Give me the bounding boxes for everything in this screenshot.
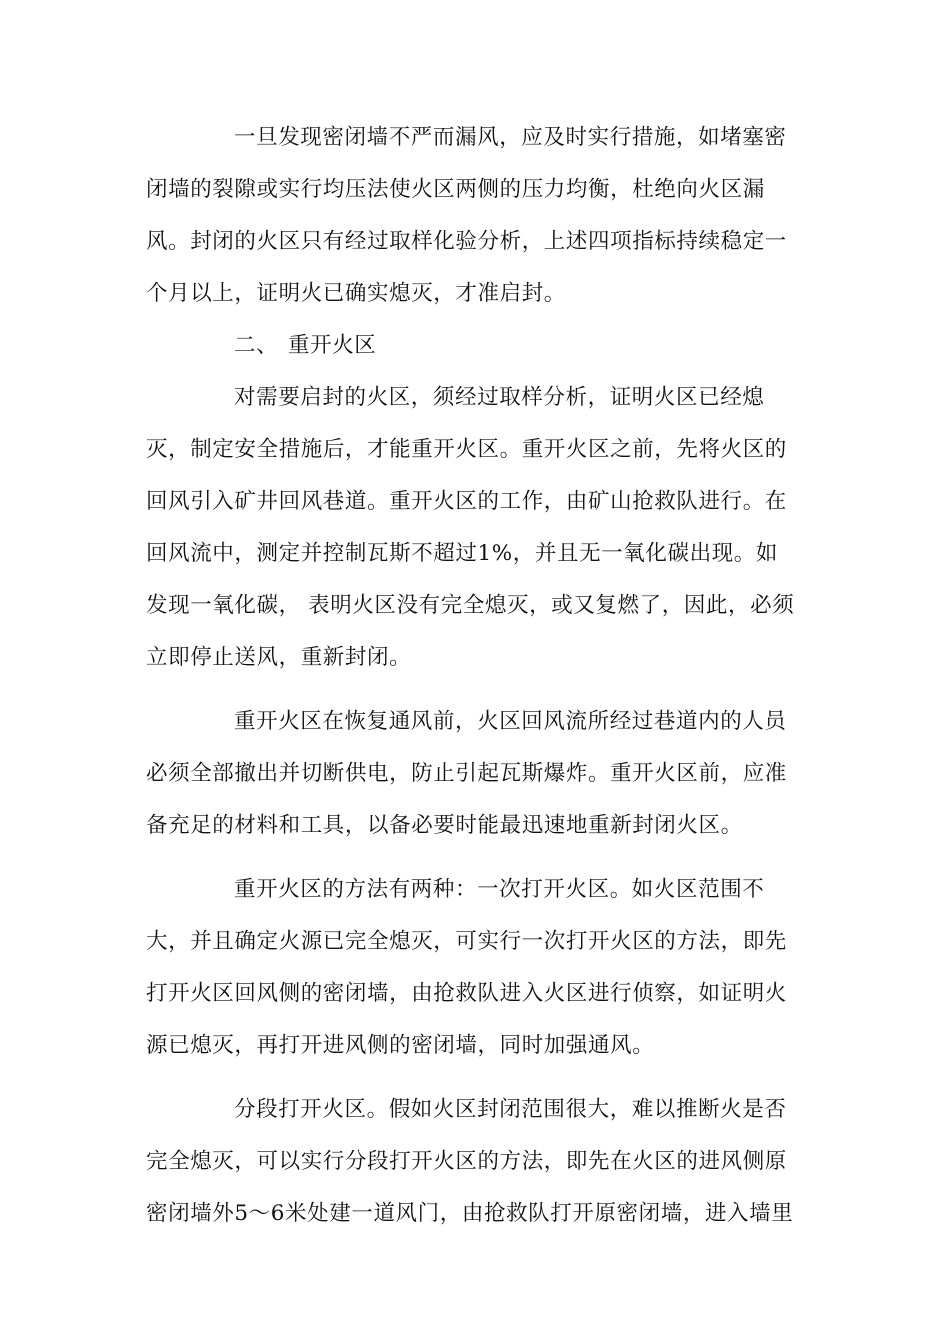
paragraph-methods (146, 864, 806, 1072)
paragraph-line: 闭墙的裂隙或实行均压法使火区两侧的压力均衡，杜绝向火区漏 (146, 177, 765, 202)
paragraph-line: 完全熄灭，可以实行分段打开火区的方法，即先在火区的进风侧原 (146, 1149, 787, 1174)
paragraph-line: 风。封闭的火区只有经过取样化验分析，上述四项指标持续稳定一 (146, 229, 787, 254)
paragraph-spacer (146, 1072, 806, 1084)
paragraph-line: 重开火区在恢复通风前，火区回风流所经过巷道内的人员 (234, 709, 787, 734)
paragraph-line: 对需要启封的火区，须经过取样分析，证明火区已经熄 (234, 385, 765, 410)
paragraph-sealing (146, 112, 806, 320)
paragraph-line: 立即停止送风，重新封闭。 (146, 645, 412, 670)
paragraph-line: 发现一氧化碳， 表明火区没有完全熄灭，或又复燃了，因此，必须 (146, 593, 795, 618)
paragraph-line: 密闭墙外5～6米处建一道风门，由抢救队打开原密闭墙，进入墙里 (146, 1201, 794, 1226)
paragraph-spacer (146, 684, 806, 696)
paragraph-line: 备充足的材料和工具，以备必要时能最迅速地重新封闭火区。 (146, 813, 743, 838)
paragraph-line: 灭，制定安全措施后，才能重开火区。重开火区之前，先将火区的 (146, 437, 787, 462)
paragraph-line: 大，并且确定火源已完全熄灭，可实行一次打开火区的方法，即先 (146, 929, 787, 954)
paragraph-line: 打开火区回风侧的密闭墙，由抢救队进入火区进行侦察，如证明火 (146, 981, 787, 1006)
paragraph-line: 一旦发现密闭墙不严而漏风，应及时实行措施，如堵塞密 (234, 125, 787, 150)
document-body (146, 112, 806, 1240)
paragraph-spacer (146, 852, 806, 864)
paragraph-line: 必须全部撤出并切断供电，防止引起瓦斯爆炸。重开火区前，应准 (146, 761, 787, 786)
paragraph-line: 回风引入矿井回风巷道。重开火区的工作，由矿山抢救队进行。在 (146, 489, 787, 514)
paragraph-line: 分段打开火区。假如火区封闭范围很大，难以推断火是否 (234, 1097, 787, 1122)
section-heading (146, 320, 806, 372)
paragraph-line: 源已熄灭，再打开进风侧的密闭墙，同时加强通风。 (146, 1033, 655, 1058)
paragraph-line: 回风流中，测定并控制瓦斯不超过1%，并且无一氧化碳出现。如 (146, 541, 779, 566)
paragraph-sectional (146, 1084, 806, 1240)
section-heading-title: 重开火区 (288, 333, 377, 358)
section-heading-number: 二、 (234, 333, 279, 358)
paragraph-line: 个月以上，证明火已确实熄灭，才准启封。 (146, 281, 566, 306)
paragraph-ventilation (146, 696, 806, 852)
paragraph-unsealing (146, 372, 806, 684)
paragraph-line: 重开火区的方法有两种：一次打开火区。如火区范围不 (234, 877, 765, 902)
